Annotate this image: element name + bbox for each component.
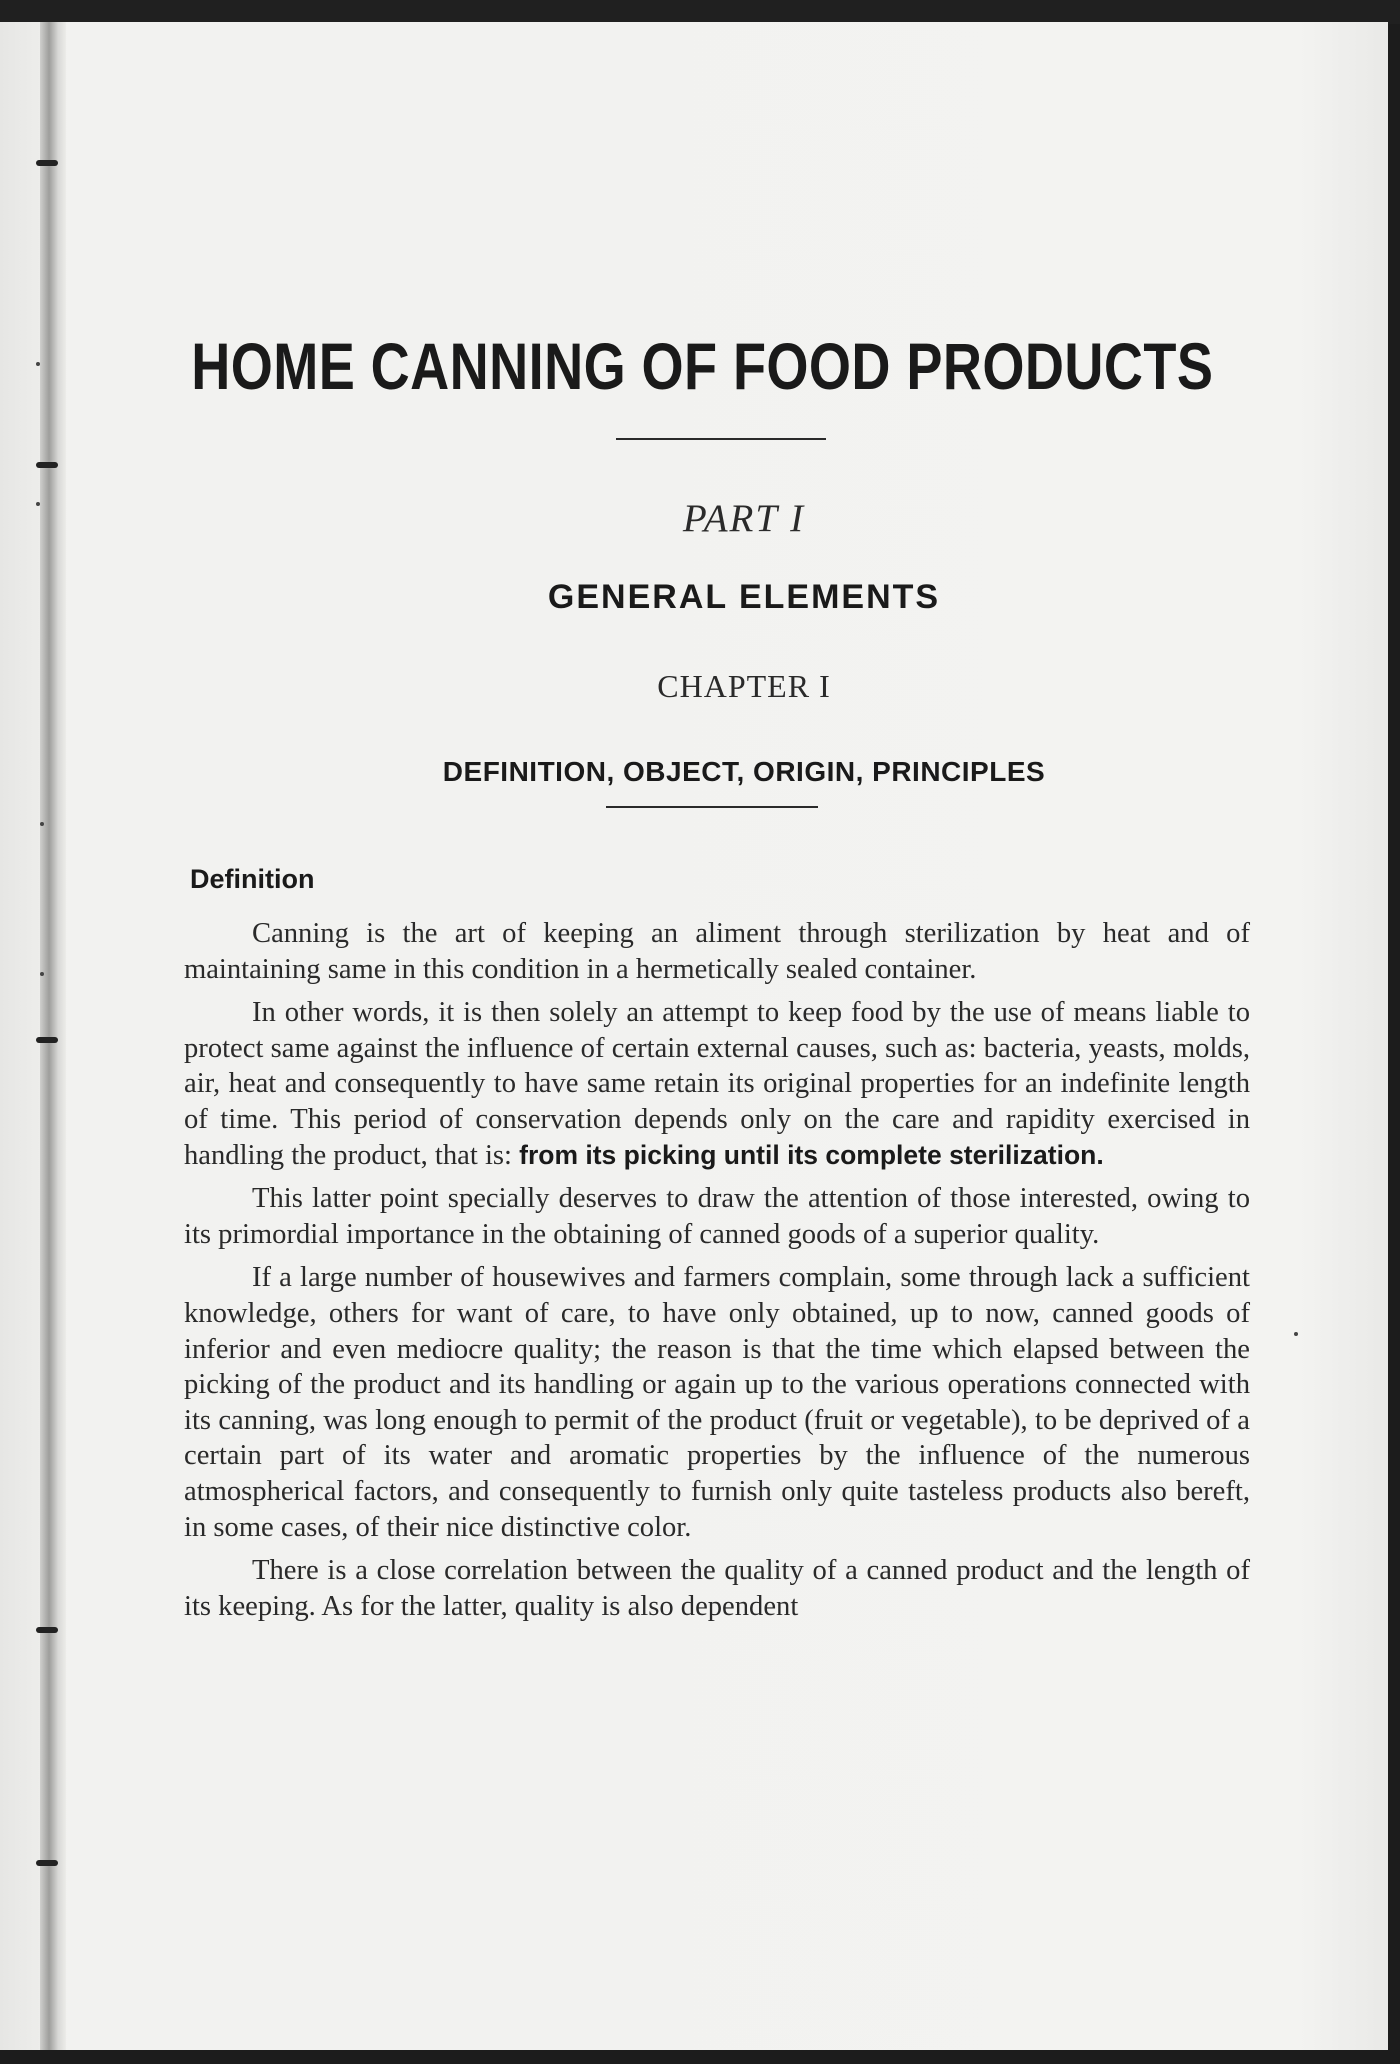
book-title: HOME CANNING OF FOOD PRODUCTS: [191, 329, 1214, 403]
binding-mark: [36, 1860, 58, 1866]
binding-mark: [36, 160, 58, 166]
speck: [36, 362, 40, 366]
paragraph: There is a close correlation between the quality of a canned product and the length of its keeping. As for the latter, quality is also dependent: [184, 1555, 1250, 1622]
book-page: [0, 22, 1388, 2050]
emphasis-text: from its picking until its complete sterilization.: [519, 1139, 1104, 1170]
chapter-heading: CHAPTER I: [657, 668, 831, 704]
speck: [36, 502, 40, 506]
paragraph: If a large number of housewives and farmers complain, some through lack a sufficient knowledge, others for want of care, to have only obtained, up to now, canned goods of inferior and even mediocre quality; the reason is that the time which elapsed between the picking of the product and its handling or again up to the various operations connected with its canning, was long enough to permit of the product (fruit or vegetable), to be deprived of a certain part of its water and aromatic properties by the influence of the numerous atmospherical factors, and consequently to furnish only quite tasteless products also bereft, in some cases, of their nice distinctive color.: [184, 1262, 1250, 1543]
speck: [40, 972, 44, 976]
paragraph: [184, 995, 1250, 1173]
chapter-rule: [606, 806, 818, 808]
binding-mark: [36, 1627, 58, 1633]
section-heading: Definition: [190, 864, 315, 894]
part-heading: PART I: [682, 497, 806, 540]
speck: [40, 822, 44, 826]
speck: [1294, 1332, 1298, 1336]
binding-mark: [36, 462, 58, 468]
paragraph-text: In other words, it is then solely an attempt to keep food by the use of means liable to protect same against the influence of certain external causes, such as: bacteria, yeasts, molds, air, heat and consequently to have same retain its original properties for an indefinite length of time. This period of conservation depends only on the care and rapidity exercised in handling the product, that is:: [184, 997, 1250, 1171]
paragraph: This latter point specially deserves to draw the attention of those interested, owing to its primordial importance in the obtaining of canned goods of a superior quality.: [184, 1183, 1250, 1250]
scan-top-edge: [0, 0, 1400, 24]
title-rule: [616, 438, 826, 440]
part-title: GENERAL ELEMENTS: [547, 578, 941, 616]
body-text: [184, 916, 1250, 1632]
page-spine: [40, 22, 66, 2050]
chapter-title: DEFINITION, OBJECT, ORIGIN, PRINCIPLES: [442, 756, 1046, 787]
paragraph: Canning is the art of keeping an aliment through sterilization by heat and of maintaining same in this condition in a hermetically sealed container.: [184, 918, 1250, 985]
binding-mark: [36, 1037, 58, 1043]
